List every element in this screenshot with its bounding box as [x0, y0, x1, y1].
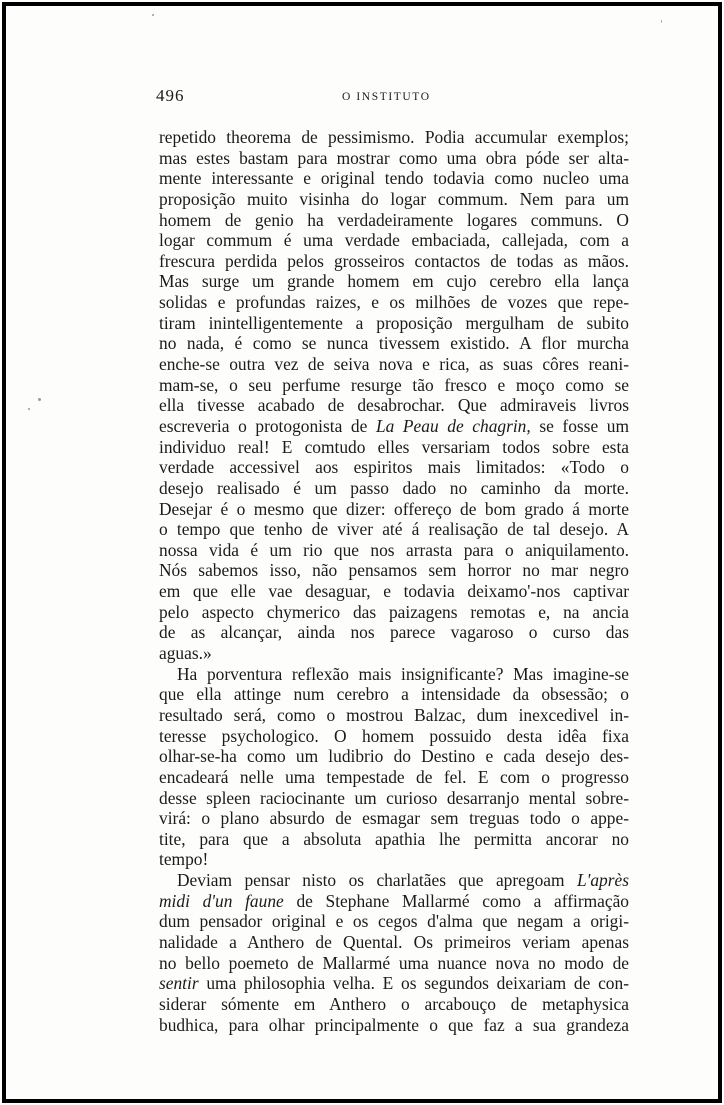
text-line: homem de genio ha verdadeiramente logares communs. O: [159, 209, 629, 230]
text-line: Mas surge um grande homem em cujo cerebro ella lança: [159, 271, 629, 292]
text-line: mente interessante e original tendo todavia como nucleo uma: [159, 168, 629, 189]
text-line: tite, para que a absoluta apathia lhe permitta ancorar no: [159, 828, 629, 849]
page-number: 496: [156, 86, 185, 105]
text-line: tiram inintelligentemente a proposição mergulham de subito: [159, 312, 629, 333]
text-line: nossa vida é um rio que nos arrasta para o aniquilamento.: [159, 539, 629, 560]
text-line: virá: o plano absurdo de esmagar sem treguas todo o appe-: [159, 808, 629, 829]
text-line: no nada, é como se nunca tivessem existido. A flor murcha: [159, 333, 629, 354]
body-text: [159, 127, 629, 1035]
text-line: resultado será, como o mostrou Balzac, dum inexcedivel in-: [159, 704, 629, 725]
text-line: desejo realisado é um passo dado no caminho da morte.: [159, 477, 629, 498]
text-line: em que elle vae desaguar, e todavia deixamo'-nos captivar: [159, 581, 629, 602]
text-line: logar commum é uma verdade embaciada, callejada, com a: [159, 230, 629, 251]
text-line: budhica, para olhar principalmente o que faz a sua grandeza: [159, 1014, 629, 1035]
work-title-italic: midi d'un faune: [159, 890, 284, 911]
paragraph-start-line: Deviam pensar nisto os charlatães que apregoam L'après: [177, 870, 629, 891]
text-line: mam-se, o seu perfume resurge tão fresco e moço como se: [159, 374, 629, 395]
text-line: nalidade a Anthero de Quental. Os primeiros veriam apenas: [159, 931, 629, 952]
text-line: que ella attinge num cerebro a intensidade da obsessão; o: [159, 684, 629, 705]
text-line: olhar-se-ha como um ludibrio do Destino e cada desejo des-: [159, 746, 629, 767]
text-line: desse spleen raciocinante um curioso desarranjo mental sobre-: [159, 787, 629, 808]
paragraph-start-line: Ha porventura reflexão mais insignificante? Mas imagine-se: [177, 663, 629, 684]
text-line: o tempo que tenho de viver até á realisação de tal desejo. A: [159, 519, 629, 540]
text-line: mas estes bastam para mostrar como uma obra póde ser alta-: [159, 147, 629, 168]
text-line: Nós sabemos isso, não pensamos sem horror no mar negro: [159, 560, 629, 581]
text-line: Desejar é o mesmo que dizer: offereço de bom grado á morte: [159, 498, 629, 519]
text-line: frescura perdida pelos grosseiros contactos de todas as mãos.: [159, 250, 629, 271]
emphasis-italic: sentir: [159, 973, 199, 994]
text-line: siderar sómente em Anthero o arcabouço de metaphysica: [159, 993, 629, 1014]
text-line: individuo real! E comtudo elles versariam todos sobre esta: [159, 436, 629, 457]
work-title-italic: L'après: [576, 870, 629, 891]
text-line: enche-se outra vez de seiva nova e rica, as suas côres reani-: [159, 354, 629, 375]
book-title-italic: La Peau de chagrin,: [375, 415, 531, 436]
text-line: teresse psychologico. O homem possuido desta idêa fixa: [159, 725, 629, 746]
text-line: ella tivesse acabado de desabrochar. Que admiraveis livros: [159, 395, 629, 416]
text-line: aguas.»: [159, 643, 212, 664]
text-line: repetido theorema de pessimismo. Podia accumular exemplos;: [159, 127, 629, 147]
text-line: midi d'un faune de Stephane Mallarmé como a affirmação: [159, 890, 629, 911]
text-line: escreveria o protogonista de La Peau de chagrin, se fosse um: [159, 415, 629, 436]
text-line: tempo!: [159, 849, 209, 870]
text-line: encadeará nelle uma tempestade de fel. E com o progresso: [159, 766, 629, 787]
page-header: [156, 86, 628, 110]
text-line: dum pensador original e os cegos d'alma que negam a origi-: [159, 911, 629, 932]
text-line: sentir uma philosophia velha. E os segundos deixariam de con-: [159, 973, 629, 994]
text-line: proposição muito visinha do logar commum. Nem para um: [159, 188, 629, 209]
text-line: verdade accessivel aos espiritos mais limitados: «Todo o: [159, 457, 629, 478]
text-line: pelo aspecto chymerico das paizagens remotas e, na ancia: [159, 601, 629, 622]
running-title: O INSTITUTO: [342, 91, 431, 103]
text-line: no bello poemeto de Mallarmé uma nuance nova no modo de: [159, 952, 629, 973]
text-line: solidas e profundas raizes, e os milhões de vozes que repe-: [159, 292, 629, 313]
text-line: de as alcançar, ainda nos parece vagaroso o curso das: [159, 622, 629, 643]
